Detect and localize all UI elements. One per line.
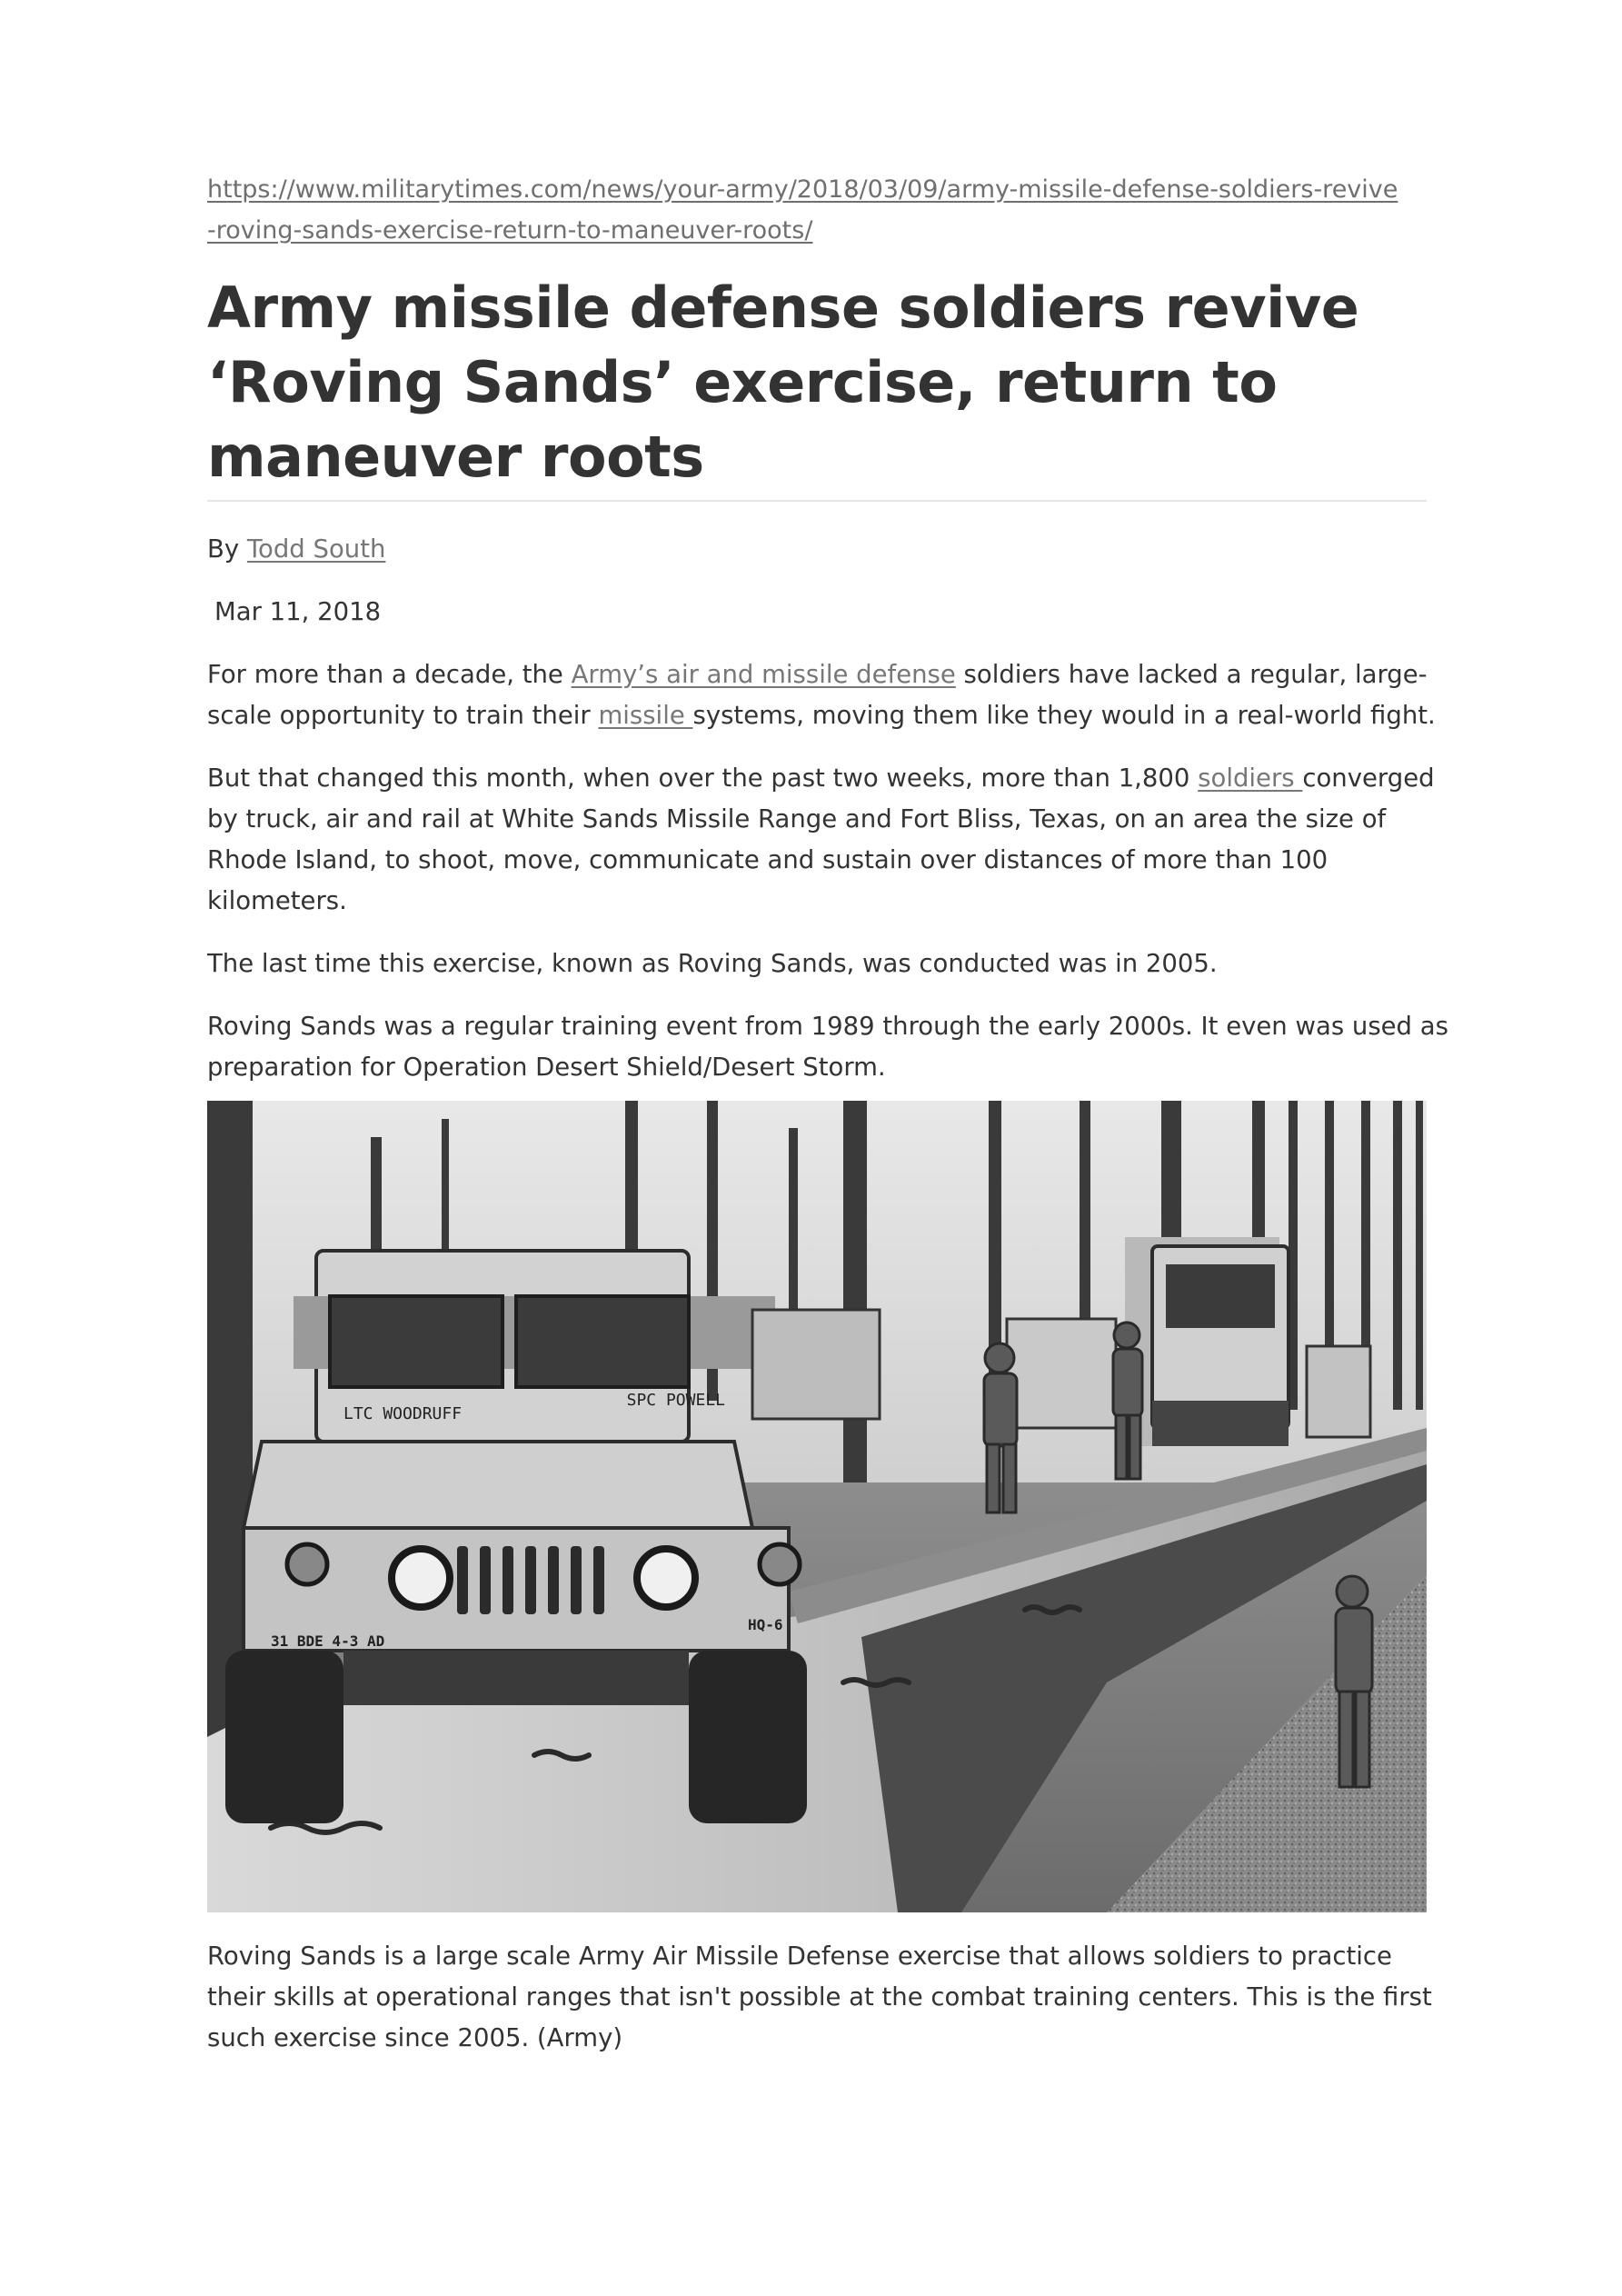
- paragraph-1-text: scale opportunity to train their: [207, 701, 599, 730]
- paragraph-2-line-3: Rhode Island, to shoot, move, communicate and sustain over distances of more than 100: [207, 845, 1328, 874]
- source-url-line-1[interactable]: https://www.militarytimes.com/news/your-army/2018/03/09/army-missile-defense-soldiers-revive: [207, 175, 1398, 204]
- paragraph-1-text: soldiers have lacked a regular, large-: [955, 660, 1428, 689]
- caption-line-3: such exercise since 2005. (Army): [207, 2023, 623, 2052]
- paragraph-3: [207, 943, 1427, 984]
- headline-line-3: maneuver roots: [207, 424, 704, 490]
- photo-illustration: [207, 1101, 1427, 1912]
- paragraph-1: [207, 654, 1436, 736]
- caption-line-2: their skills at operational ranges that isn't possible at the combat training centers. This is the first: [207, 1982, 1432, 2011]
- photo-caption: [207, 1936, 1432, 2059]
- caption-line-1: Roving Sands is a large scale Army Air Missile Defense exercise that allows soldiers to practice: [207, 1942, 1392, 1971]
- paragraph-1-text: systems, moving them like they would in a real-world fight.: [692, 701, 1436, 730]
- paragraph-1-line-2: [207, 695, 1436, 736]
- humvee-name-left: LTC WOODRUFF: [343, 1404, 463, 1423]
- source-url-line-2[interactable]: -roving-sands-exercise-return-to-maneuver-roots/: [207, 216, 813, 245]
- humvee-bumper-right: HQ-6: [748, 1616, 783, 1633]
- article-photo: [207, 1101, 1427, 1912]
- headline-divider: [207, 500, 1427, 502]
- paragraph-2-line-1: [207, 758, 1435, 799]
- humvee-bumper-left: 31 BDE 4-3 AD: [271, 1632, 385, 1650]
- paragraph-2-line-4: kilometers.: [207, 886, 347, 915]
- publish-date: Mar 11, 2018: [214, 597, 382, 626]
- soldiers-link[interactable]: soldiers: [1198, 764, 1303, 793]
- byline-prefix: By: [207, 534, 247, 564]
- paragraph-1-text: For more than a decade, the: [207, 660, 572, 689]
- paragraph-4-line-2: preparation for Operation Desert Shield/Desert Storm.: [207, 1053, 886, 1082]
- paragraph-4: [207, 1006, 1448, 1088]
- author-link[interactable]: Todd South: [246, 534, 386, 564]
- paragraph-3-line-1: The last time this exercise, known as Roving Sands, was conducted was in 2005.: [207, 949, 1218, 978]
- article-headline: [207, 271, 1427, 494]
- paragraph-2: [207, 758, 1435, 922]
- paragraph-1-line-1: [207, 654, 1427, 695]
- byline: [207, 529, 1427, 570]
- paragraph-4-line-1: Roving Sands was a regular training event from 1989 through the early 2000s. It even was used as: [207, 1012, 1448, 1041]
- paragraph-2-line-2: by truck, air and rail at White Sands Missile Range and Fort Bliss, Texas, on an area the size of: [207, 804, 1387, 834]
- headline-line-2: ‘Roving Sands’ exercise, return to: [207, 349, 1278, 415]
- paragraph-2-text: converged: [1302, 764, 1435, 793]
- source-url-link[interactable]: [207, 169, 1436, 251]
- headline-line-1: Army missile defense soldiers revive: [207, 275, 1359, 341]
- paragraph-2-text: But that changed this month, when over the past two weeks, more than 1,800: [207, 764, 1199, 793]
- humvee-name-right: SPC POWELL: [626, 1391, 725, 1410]
- air-missile-defense-link[interactable]: Army’s air and missile defense: [571, 660, 956, 689]
- missile-link[interactable]: missile: [598, 701, 693, 730]
- article: [207, 169, 1448, 1088]
